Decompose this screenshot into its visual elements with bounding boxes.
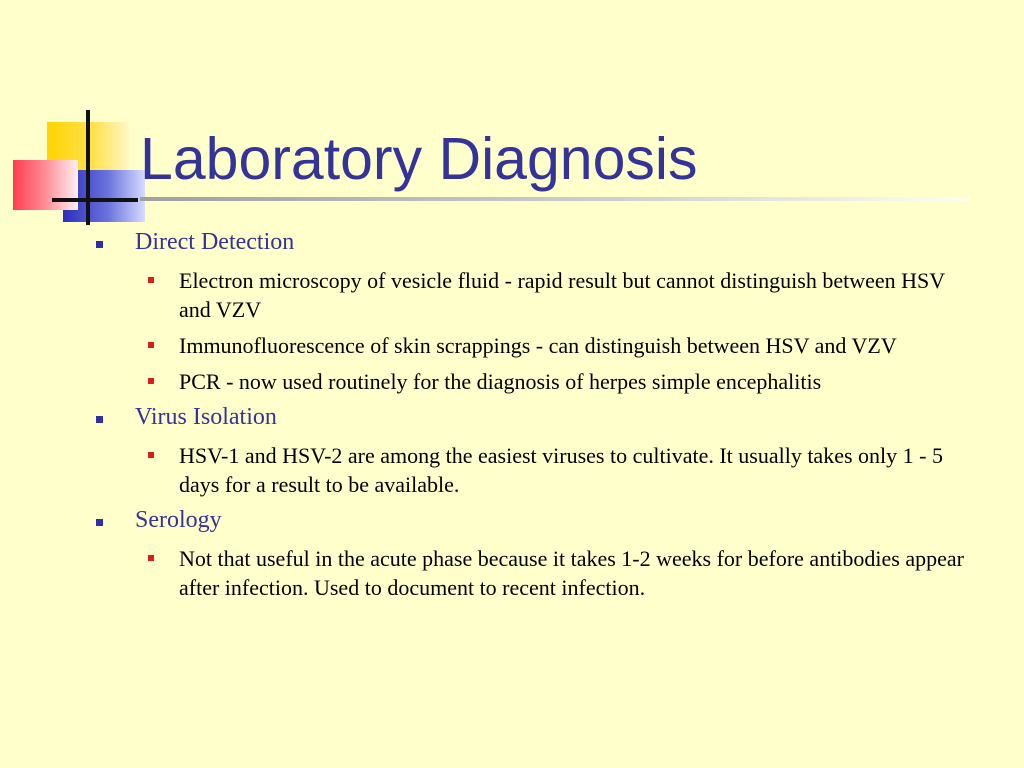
list-item-text: Immunofluorescence of skin scrappings - can distinguish between HSV and VZV bbox=[179, 333, 897, 358]
slide-logo bbox=[0, 0, 150, 240]
list-item-text: HSV-1 and HSV-2 are among the easiest viruses to cultivate. It usually takes only 1 - 5 days for a result to be available. bbox=[179, 443, 943, 497]
section-heading-serology bbox=[96, 506, 976, 534]
red-square-bullet-icon bbox=[148, 378, 154, 384]
section-heading-virus-isolation bbox=[96, 403, 976, 431]
section-heading-text: Virus Isolation bbox=[135, 404, 277, 430]
list-item-text: Not that useful in the acute phase because it takes 1-2 weeks for before antibodies appear after infection. Used to document to recent infection. bbox=[179, 546, 964, 600]
blue-square-bullet-icon bbox=[96, 519, 103, 526]
section-items-virus-isolation bbox=[135, 441, 976, 499]
list-item bbox=[135, 331, 969, 360]
slide-title: Laboratory Diagnosis bbox=[140, 126, 698, 192]
section-items-direct-detection bbox=[135, 266, 976, 396]
list-item-text: Electron microscopy of vesicle fluid - rapid result but cannot distinguish between HSV and VZV bbox=[179, 268, 945, 322]
red-square-bullet-icon bbox=[148, 342, 154, 348]
list-item bbox=[135, 367, 969, 396]
logo-red-square bbox=[13, 160, 78, 210]
blue-square-bullet-icon bbox=[96, 241, 103, 248]
red-square-bullet-icon bbox=[148, 555, 154, 561]
section-heading-text: Serology bbox=[135, 507, 222, 533]
list-item bbox=[135, 544, 969, 602]
section-items-serology bbox=[135, 544, 976, 602]
logo-horizontal-line bbox=[52, 198, 138, 202]
list-item bbox=[135, 441, 969, 499]
list-item-text: PCR - now used routinely for the diagnosis of herpes simple encephalitis bbox=[179, 369, 822, 394]
red-square-bullet-icon bbox=[148, 452, 154, 458]
title-underline bbox=[140, 197, 970, 201]
section-heading-text: Direct Detection bbox=[135, 229, 295, 255]
red-square-bullet-icon bbox=[148, 277, 154, 283]
slide-content bbox=[96, 228, 976, 609]
list-item bbox=[135, 266, 969, 324]
logo-vertical-line bbox=[86, 110, 90, 225]
blue-square-bullet-icon bbox=[96, 416, 103, 423]
section-heading-direct-detection bbox=[96, 228, 976, 256]
